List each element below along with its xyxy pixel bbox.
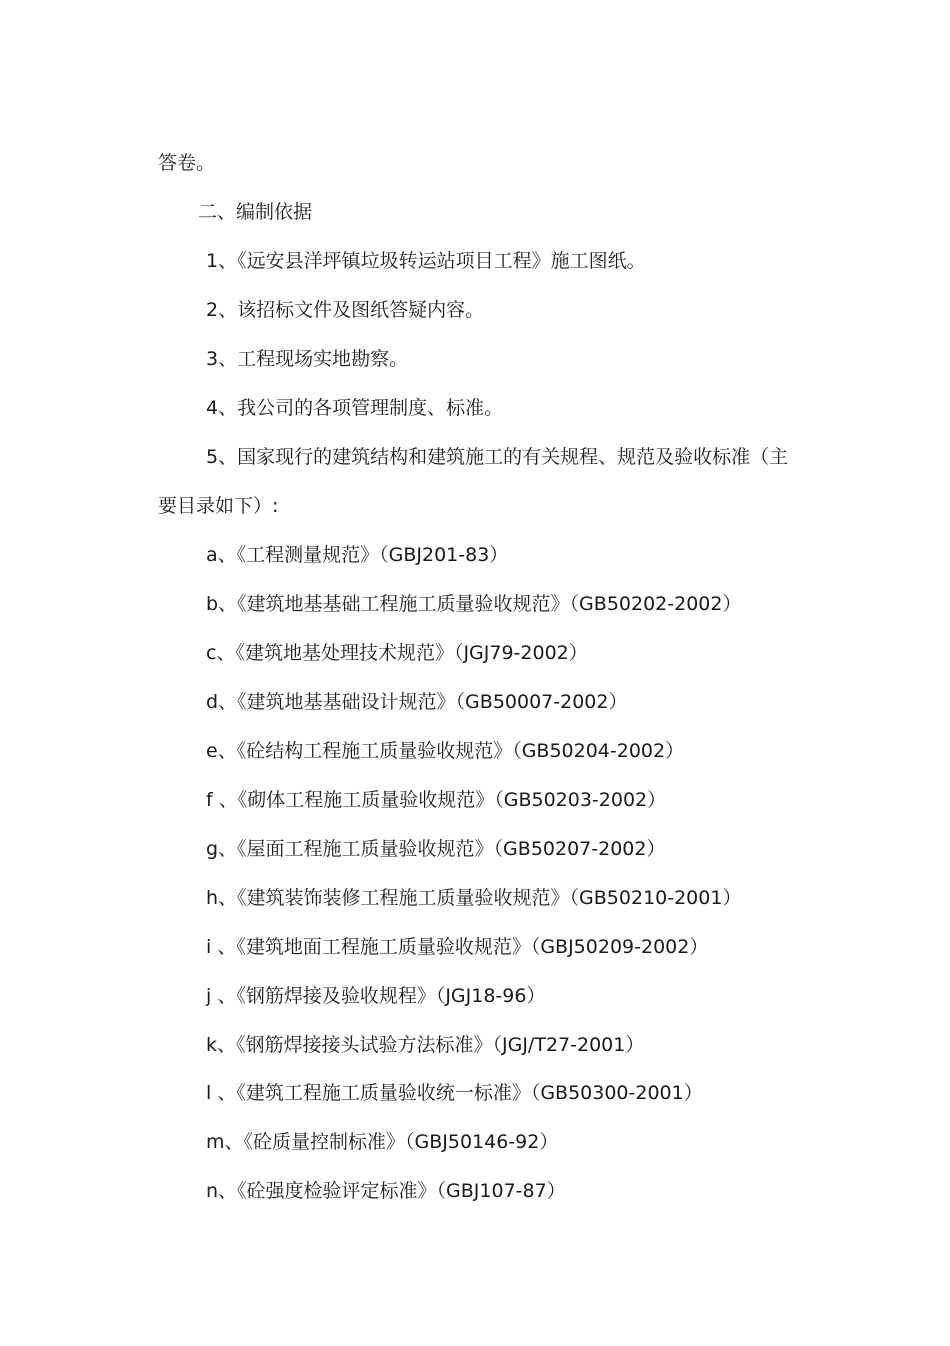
list-item-5: 5、国家现行的建筑结构和建筑施工的有关规程、规范及验收标准（主: [206, 446, 789, 468]
sub-item-i: i 、《建筑地面工程施工质量验收规范》（GBJ50209-2002）: [206, 936, 709, 958]
sub-item-f: f 、《砌体工程施工质量验收规范》（GB50203-2002）: [206, 789, 667, 811]
sub-item-n: n、《砼强度检验评定标准》（GBJ107-87）: [206, 1180, 566, 1202]
sub-item-m: m、《砼质量控制标准》（GBJ50146-92）: [206, 1131, 559, 1153]
list-item-5-continuation: 要目录如下）:: [158, 495, 279, 517]
sub-item-h: h、《建筑装饰装修工程施工质量验收规范》（GB50210-2001）: [206, 887, 742, 909]
sub-item-e: e、《砼结构工程施工质量验收规范》（GB50204-2002）: [206, 740, 685, 762]
list-item-4: 4、我公司的各项管理制度、标准。: [206, 397, 504, 419]
sub-item-c: c、《建筑地基处理技术规范》（JGJ79-2002）: [206, 642, 588, 664]
list-item-2: 2、该招标文件及图纸答疑内容。: [206, 299, 485, 321]
list-item-1: 1、《远安县洋坪镇垃圾转运站项目工程》施工图纸。: [206, 250, 646, 272]
sub-item-b: b、《建筑地基基础工程施工质量验收规范》（GB50202-2002）: [206, 593, 742, 615]
sub-item-l: l 、《建筑工程施工质量验收统一标准》（GB50300-2001）: [206, 1082, 703, 1104]
sub-item-k: k、《钢筋焊接接头试验方法标准》（JGJ/T27-2001）: [206, 1034, 645, 1056]
text-line-continuation: 答卷。: [158, 152, 216, 174]
sub-item-a: a、《工程测量规范》（GBJ201-83）: [206, 544, 509, 566]
section-heading: 二、编制依据: [198, 201, 313, 223]
sub-item-g: g、《屋面工程施工质量验收规范》（GB50207-2002）: [206, 838, 666, 860]
sub-item-j: j 、《钢筋焊接及验收规程》（JGJ18-96）: [206, 985, 546, 1007]
sub-item-d: d、《建筑地基基础设计规范》（GB50007-2002）: [206, 691, 628, 713]
list-item-3: 3、工程现场实地勘察。: [206, 348, 409, 370]
